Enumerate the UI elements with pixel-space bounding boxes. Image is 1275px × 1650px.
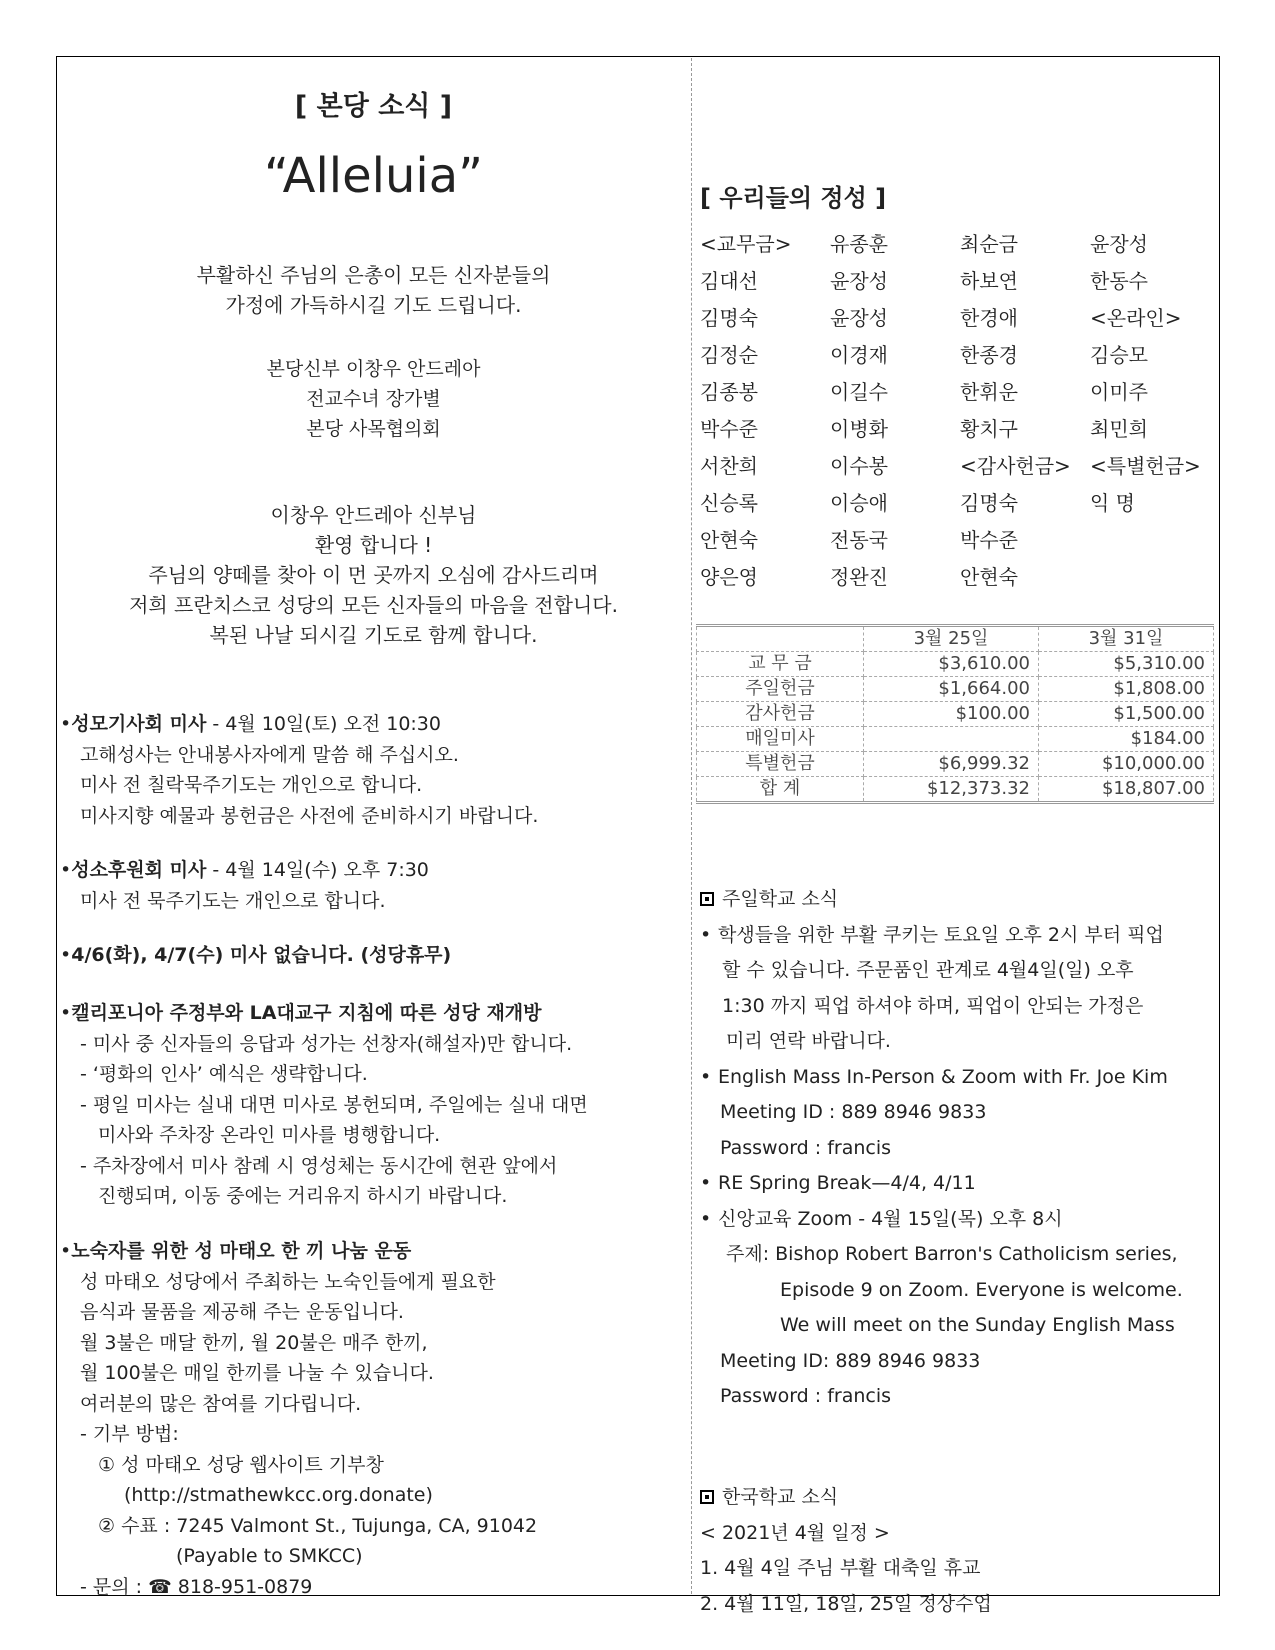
bullet-icon: • [60, 1240, 72, 1262]
item-line: RE Spring Break—4/4, 4/11 [718, 1172, 976, 1194]
table-header [697, 626, 864, 652]
name-cell: 한경애 [960, 306, 1018, 330]
table-cell: 매일미사 [697, 727, 864, 752]
item-line: English Mass In-Person & Zoom with Fr. Joe Kim [718, 1065, 1168, 1088]
name-cell: 윤장성 [1090, 232, 1148, 256]
name-cell: 최순금 [960, 232, 1018, 256]
item-mass-legion [60, 709, 690, 831]
bullet-icon: • [60, 713, 72, 735]
password: Password : francis [720, 1385, 892, 1407]
name-cell: 김정순 [700, 343, 758, 367]
name-cell: 이길수 [830, 380, 888, 404]
name-cell: 이승애 [830, 491, 888, 515]
name-cell: 한휘운 [960, 380, 1018, 404]
greeting-line: 부활하신 주님의 은총이 모든 신자분들의 [196, 263, 551, 287]
table-row [697, 702, 1214, 727]
item-line: 여러분의 많은 참여를 기다립니다. [80, 1392, 362, 1415]
item-line: - ‘평화의 인사’ 예식은 생략합니다. [80, 1063, 368, 1085]
item-line: 미리 연락 바랍니다. [726, 1030, 891, 1052]
name-cell: 서찬희 [700, 454, 758, 478]
name-cell: 박수준 [700, 417, 758, 441]
names-row [700, 226, 1220, 263]
offering-table [696, 624, 1214, 804]
greeting [56, 260, 691, 320]
item-line: We will meet on the Sunday English Mass [780, 1314, 1175, 1336]
bullet-icon: • [700, 1207, 712, 1230]
offerings-header: [ 우리들의 정성 ] [700, 184, 887, 212]
table-cell: $184.00 [1039, 727, 1214, 752]
column-divider [691, 58, 692, 1594]
item-line: 1:30 까지 픽업 하셔야 하며, 픽업이 안되는 가정은 [722, 994, 1144, 1017]
item-detail: - 4월 14일(수) 오후 7:30 [206, 859, 429, 881]
item-line: Episode 9 on Zoom. Everyone is welcome. [780, 1278, 1183, 1301]
welcome-line: 이창우 안드레아 신부님 [270, 503, 477, 527]
welcome-line: 저희 프란치스코 성당의 모든 신자들의 마음을 전합니다. [129, 593, 618, 617]
name-cell: 이경재 [830, 343, 888, 367]
welcome-line: 복된 나날 되시길 기도로 함께 합니다. [209, 623, 538, 647]
name-cell: 한동수 [1090, 269, 1148, 293]
name-cell: 김승모 [1090, 343, 1148, 367]
table-cell: 주일헌금 [697, 677, 864, 702]
section-title: 주일학교 소식 [722, 888, 839, 910]
name-cell: 신승록 [700, 491, 758, 515]
item-line: 미사와 주차장 온라인 미사를 병행합니다. [98, 1124, 441, 1146]
names-row [700, 263, 1220, 300]
name-cell: 김명숙 [700, 306, 758, 330]
name-cell: 박수준 [960, 528, 1018, 552]
table-row [697, 752, 1214, 777]
item-line: 신앙교육 Zoom - 4월 15일(목) 오후 8시 [718, 1207, 1063, 1230]
item-line: 미사지향 예물과 봉헌금은 사전에 준비하시기 바랍니다. [80, 804, 539, 827]
item-vocation-mass [60, 855, 690, 916]
name-cell: <교무금> [700, 232, 792, 256]
name-cell: 하보연 [960, 269, 1018, 293]
name-cell: <온라인> [1090, 306, 1182, 330]
name-cell: 윤장성 [830, 269, 888, 293]
name-cell: 한종경 [960, 343, 1018, 367]
table-cell: $12,373.32 [864, 777, 1039, 803]
name-cell: 익 명 [1090, 491, 1135, 515]
item-line: < 2021년 4월 일정 > [700, 1521, 890, 1544]
name-cell: 윤장성 [830, 306, 888, 330]
table-header: 3월 25일 [864, 626, 1039, 652]
donor-names-grid [700, 226, 1220, 596]
name-cell: 김종봉 [700, 380, 758, 404]
name-cell: 정완진 [830, 565, 888, 589]
meeting-id: Meeting ID : 889 8946 9833 [720, 1101, 987, 1123]
table-total-row [697, 777, 1214, 803]
table-cell: $3,610.00 [864, 652, 1039, 677]
item-title: 4/6(화), 4/7(수) 미사 없습니다. (성당휴무) [71, 944, 452, 966]
table-cell: $10,000.00 [1039, 752, 1214, 777]
table-cell: $1,500.00 [1039, 702, 1214, 727]
table-cell: 교 무 금 [697, 652, 864, 677]
table-cell: $1,664.00 [864, 677, 1039, 702]
bullet-icon: • [60, 1002, 72, 1024]
names-row [700, 559, 1220, 596]
contact-phone: - 문의 : ☎ 818-951-0879 [80, 1575, 313, 1598]
password: Password : francis [720, 1136, 892, 1159]
name-cell: 최민희 [1090, 417, 1148, 441]
bullet-icon: • [60, 944, 72, 966]
name-cell: 안현숙 [700, 528, 758, 552]
item-line: 월 3불은 매달 한끼, 월 20불은 매주 한끼, [80, 1331, 428, 1354]
item-line: - 미사 중 신자들의 응답과 성가는 선창자(해설자)만 합니다. [80, 1032, 573, 1055]
parish-news-header: [ 본당 소식 ] [294, 91, 453, 122]
bullet-icon: • [60, 859, 72, 881]
donate-url[interactable]: (http://stmathewkcc.org.donate) [124, 1484, 433, 1506]
korean-school-section [700, 1480, 1220, 1622]
name-cell: 김명숙 [960, 491, 1018, 515]
greeting-line: 가정에 가득하시길 기도 드립니다. [225, 293, 522, 317]
name-cell: <감사헌금> [960, 454, 1071, 478]
alleluia-title: “Alleluia” [263, 148, 484, 204]
signature-line: 전교수녀 장가별 [306, 388, 441, 410]
item-title: 캘리포니아 주정부와 LA대교구 지침에 따른 성당 재개방 [71, 1002, 542, 1024]
table-cell: $18,807.00 [1039, 777, 1214, 803]
item-line: (Payable to SMKCC) [176, 1545, 363, 1567]
item-title: 노숙자를 위한 성 마태오 한 끼 나눔 운동 [71, 1240, 412, 1262]
name-cell: 이미주 [1090, 380, 1148, 404]
bullet-icon: • [700, 1172, 712, 1194]
names-row [700, 300, 1220, 337]
bullet-icon: • [700, 1065, 712, 1088]
name-cell [1090, 559, 1220, 596]
names-row [700, 374, 1220, 411]
name-cell: 유종훈 [830, 232, 888, 256]
table-cell: $1,808.00 [1039, 677, 1214, 702]
welcome-message [56, 500, 691, 650]
table-row [697, 677, 1214, 702]
names-row [700, 411, 1220, 448]
item-line: 미사 전 칠락묵주기도는 개인으로 합니다. [80, 774, 423, 796]
table-cell: 감사헌금 [697, 702, 864, 727]
welcome-line: 환영 합니다 ! [314, 533, 433, 557]
name-cell: 김대선 [700, 269, 758, 293]
names-row [700, 522, 1220, 559]
name-cell: 전동국 [830, 528, 888, 552]
name-cell: 안현숙 [960, 565, 1018, 589]
section-title: 한국학교 소식 [722, 1486, 839, 1508]
item-line: - 기부 방법: [80, 1423, 179, 1445]
table-row [697, 652, 1214, 677]
table-header-row [697, 626, 1214, 652]
name-cell: 양은영 [700, 565, 758, 589]
table-row [697, 727, 1214, 752]
signature-line: 본당 사목협의회 [306, 418, 441, 440]
names-row [700, 337, 1220, 374]
name-cell: 이병화 [830, 417, 888, 441]
item-line: - 주차장에서 미사 참례 시 영성체는 동시간에 현관 앞에서 [80, 1154, 558, 1177]
item-line: 학생들을 위한 부활 쿠키는 토요일 오후 2시 부터 픽업 [718, 923, 1164, 946]
table-cell: 합 계 [697, 777, 864, 803]
item-line: 고해성사는 안내봉사자에게 말씀 해 주십시오. [80, 743, 459, 766]
meeting-id: Meeting ID: 889 8946 9833 [720, 1349, 981, 1372]
item-no-mass [60, 940, 690, 971]
table-cell: $6,999.32 [864, 752, 1039, 777]
item-line: ① 성 마태오 성당 웹사이트 기부창 [98, 1453, 384, 1476]
item-line: 미사 전 묵주기도는 개인으로 합니다. [80, 889, 386, 912]
table-cell [864, 727, 1039, 752]
table-cell: $5,310.00 [1039, 652, 1214, 677]
bullet-icon: • [700, 923, 712, 946]
name-cell: <특별헌금> [1090, 454, 1201, 478]
item-title: 성소후원회 미사 [71, 859, 207, 881]
welcome-line: 주님의 양떼를 찾아 이 먼 곳까지 오심에 감사드리며 [148, 563, 599, 587]
item-line: 진행되며, 이동 중에는 거리유지 하시기 바랍니다. [98, 1185, 508, 1207]
signatures [56, 354, 691, 444]
item-line: - 평일 미사는 실내 대면 미사로 봉헌되며, 주일에는 실내 대면 [80, 1093, 588, 1116]
sunday-school-section [700, 882, 1220, 1415]
item-line: 2. 4월 11일, 18일, 25일 정상수업 [700, 1592, 992, 1615]
item-line: ② 수표 : 7245 Valmont St., Tujunga, CA, 91042 [98, 1514, 538, 1537]
square-bullet-icon [700, 892, 714, 906]
table-cell: 특별헌금 [697, 752, 864, 777]
item-title: 성모기사회 미사 [71, 713, 207, 735]
name-cell: 이수봉 [830, 454, 888, 478]
item-line: 할 수 있습니다. 주문품인 관계로 4월4일(일) 오후 [722, 959, 1134, 981]
item-line: 성 마태오 성당에서 주최하는 노숙인들에게 필요한 [80, 1270, 496, 1293]
names-row [700, 485, 1220, 522]
item-detail: - 4월 10일(토) 오전 10:30 [206, 713, 441, 735]
item-line: 주제: Bishop Robert Barron's Catholicism series, [726, 1243, 1178, 1265]
table-cell: $100.00 [864, 702, 1039, 727]
names-row [700, 448, 1220, 485]
item-meal-sharing [60, 1236, 690, 1602]
item-line: 월 100불은 매일 한끼를 나눌 수 있습니다. [80, 1362, 434, 1384]
name-cell: 황치구 [960, 417, 1018, 441]
item-line: 1. 4월 4일 주님 부활 대축일 휴교 [700, 1557, 981, 1579]
table-header: 3월 31일 [1039, 626, 1214, 652]
item-reopening [60, 998, 690, 1212]
name-cell [1090, 522, 1220, 559]
item-line: 음식과 물품을 제공해 주는 운동입니다. [80, 1301, 404, 1323]
square-bullet-icon [700, 1490, 714, 1504]
signature-line: 본당신부 이창우 안드레아 [266, 358, 481, 380]
